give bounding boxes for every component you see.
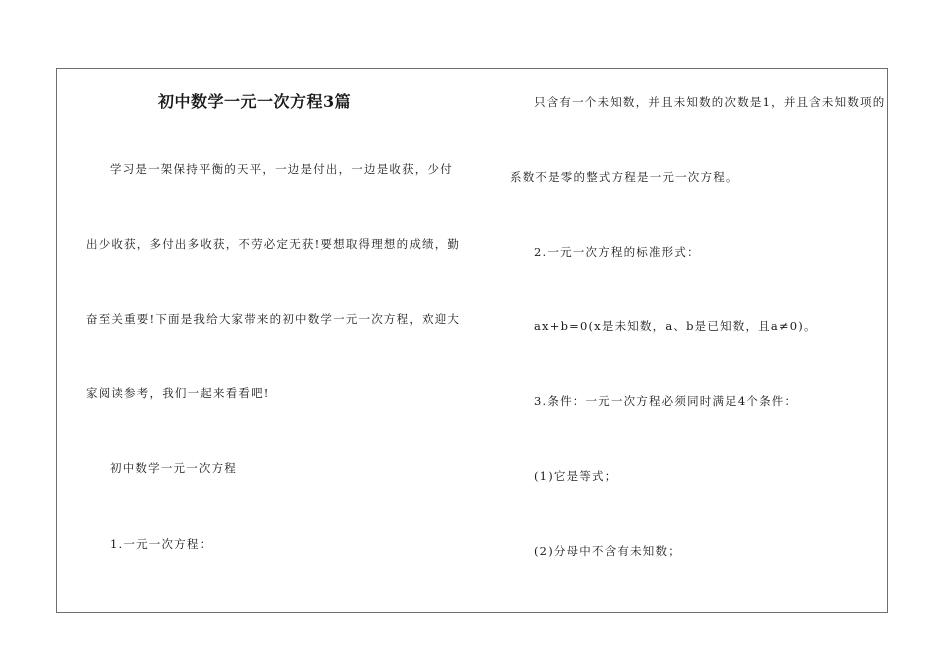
right-condition-2: (2)分母中不含有未知数； (534, 544, 681, 558)
right-item-3-heading: 3.条件：一元一次方程必须同时满足4个条件： (534, 394, 798, 408)
right-paragraph-line-1: 只含有一个未知数，并且未知数的次数是1，并且含未知数项的 (534, 95, 886, 109)
left-paragraph-line-1: 学习是一架保持平衡的天平，一边是付出，一边是收获，少付 (110, 162, 453, 176)
right-standard-form: ax+b=0(x是未知数，a、b是已知数，且a≠0)。 (534, 319, 817, 333)
left-item-1-heading: 1.一元一次方程： (110, 537, 213, 551)
document-title: 初中数学一元一次方程3篇 (158, 92, 352, 111)
document-page (56, 68, 888, 613)
right-paragraph-line-2: 系数不是零的整式方程是一元一次方程。 (510, 170, 739, 184)
left-paragraph-line-3: 奋至关重要!下面是我给大家带来的初中数学一元一次方程，欢迎大 (86, 312, 461, 326)
left-paragraph-line-2: 出少收获，多付出多收获，不劳必定无获!要想取得理想的成绩，勤 (86, 237, 461, 251)
left-section-heading: 初中数学一元一次方程 (110, 461, 237, 475)
right-condition-1: (1)它是等式； (534, 469, 618, 483)
left-paragraph-line-4: 家阅读参考，我们一起来看看吧! (86, 386, 270, 400)
right-item-2-heading: 2.一元一次方程的标准形式： (534, 245, 700, 259)
